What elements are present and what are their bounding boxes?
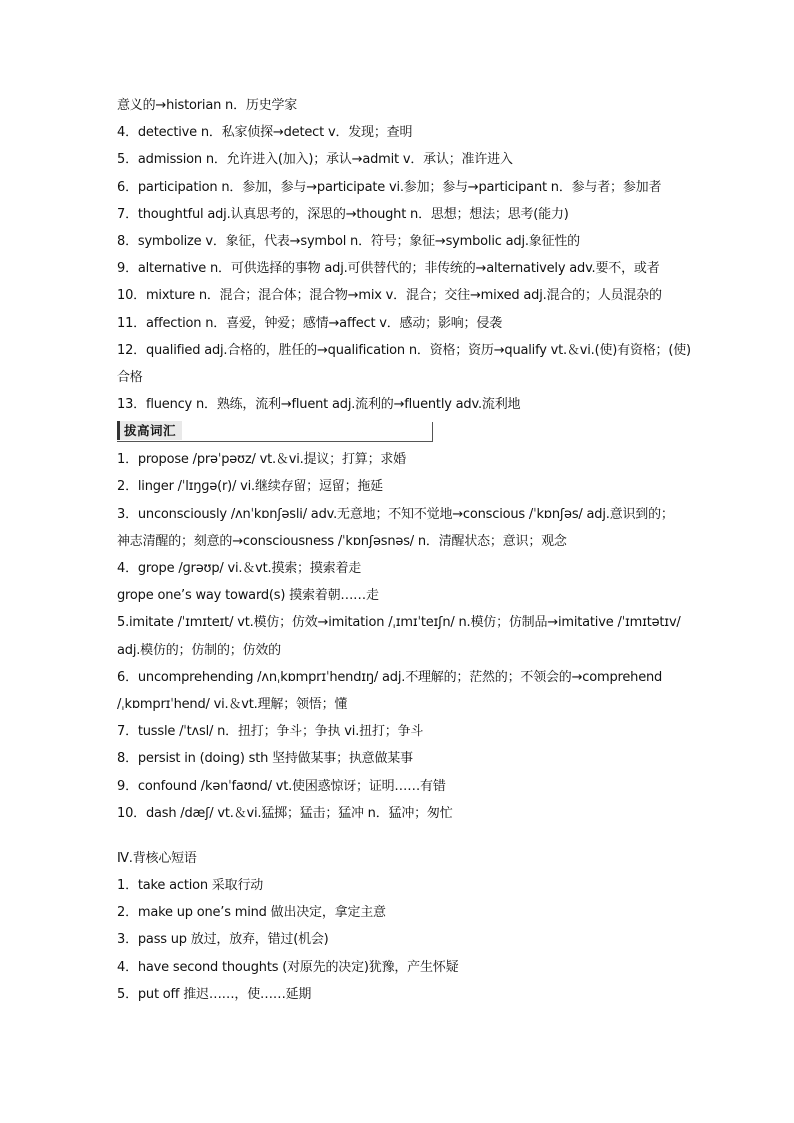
phrases-section [117, 845, 677, 1008]
text-line: 13．fluency n．熟练，流利→fluent adj.流利的→fluently adv.流利地 [117, 397, 521, 413]
document-page [117, 92, 691, 1008]
text-line: 12．qualified adj.合格的，胜任的→qualification n．资格；资历→qualify vt.＆vi.(使)有资格；(使) [117, 342, 691, 358]
text-line: 3．unconsciously /ʌnˈkɒnʃəsli/ adv.无意地；不知不觉地→conscious /ˈkɒnʃəs/ adj.意识到的； [117, 506, 674, 522]
text-line: 8．symbolize v．象征，代表→symbol n．符号；象征→symbolic adj.象征性的 [117, 233, 580, 249]
text-line: 7．tussle /ˈtʌsl/ n．扭打；争斗；争执 vi.扭打；争斗 [117, 724, 424, 740]
text-line: 神志清醒的；刻意的→consciousness /ˈkɒnʃəsnəs/ n．清醒状态；意识；观念 [117, 533, 567, 549]
text-line: 意义的→historian n．历史学家 [117, 98, 298, 113]
section-title: Ⅳ.背核心短语 [117, 850, 197, 866]
text-line: 5．admission n．允许进入(加入)；承认→admit v．承认；准许进入 [117, 152, 513, 168]
section-rule-endcap [432, 422, 433, 441]
text-line: 4．detective n．私家侦探→detect v．发现；查明 [117, 125, 413, 141]
section-header-advanced [117, 420, 433, 442]
text-line: 5.imitate /ˈɪmɪteɪt/ vt.模仿；仿效→imitation /ˌɪmɪˈteɪʃn/ n.模仿；仿制品→imitative /ˈɪmɪtətɪv/ [117, 615, 681, 631]
text-line: 6．uncomprehending /ʌnˌkɒmprɪˈhendɪŋ/ adj.不理解的；茫然的；不领会的→comprehend [117, 669, 663, 685]
text-line: adj.模仿的；仿制的；仿效的 [117, 642, 281, 658]
text-line: 2．make up one’s mind 做出决定，拿定主意 [117, 905, 386, 921]
text-line: 10．mixture n．混合；混合体；混合物→mix v．混合；交往→mixed adj.混合的；人员混杂的 [117, 288, 662, 304]
derivatives-list [117, 92, 691, 418]
text-line: 7．thoughtful adj.认真思考的，深思的→thought n．思想；想法；思考(能力) [117, 206, 569, 222]
text-line: /ˌkɒmprɪˈhend/ vi.＆vt.理解；领悟；懂 [117, 696, 348, 712]
advanced-vocab-list [117, 446, 681, 827]
text-line: grope one’s way toward(s) 摸索着朝……走 [117, 588, 379, 604]
text-line: 3．pass up 放过，放弃，错过(机会) [117, 932, 329, 948]
text-line: 4．have second thoughts (对原先的决定)犹豫，产生怀疑 [117, 959, 459, 975]
text-line: 2．linger /ˈlɪŋɡə(r)/ vi.继续存留；逗留；拖延 [117, 479, 383, 495]
section-title: 拔高词汇 [117, 421, 182, 440]
text-line: 9．confound /kənˈfaʊnd/ vt.使困惑惊讶；证明……有错 [117, 778, 446, 794]
text-line: 10．dash /dæʃ/ vt.＆vi.猛掷；猛击；猛冲 n．猛冲；匆忙 [117, 805, 453, 821]
text-line: 合格 [117, 369, 143, 385]
text-line: 8．persist in (doing) sth 坚持做某事；执意做某事 [117, 751, 413, 767]
text-line: 5．put off 推迟……，使……延期 [117, 986, 312, 1002]
text-line: 11．affection n．喜爱，钟爱；感情→affect v．感动；影响；侵袭 [117, 315, 502, 331]
section-spacer [117, 827, 677, 845]
text-line: 6．participation n．参加，参与→participate vi.参加；参与→participant n．参与者；参加者 [117, 179, 662, 195]
text-line: 4．grope /ɡrəʊp/ vi.＆vt.摸索；摸索着走 [117, 561, 362, 576]
text-line: 9．alternative n．可供选择的事物 adj.可供替代的；非传统的→alternatively adv.要不，或者 [117, 261, 660, 277]
section-rule [117, 441, 433, 442]
text-line: 1．propose /prəˈpəʊz/ vt.＆vi.提议；打算；求婚 [117, 452, 406, 468]
text-line: 1．take action 采取行动 [117, 878, 264, 894]
